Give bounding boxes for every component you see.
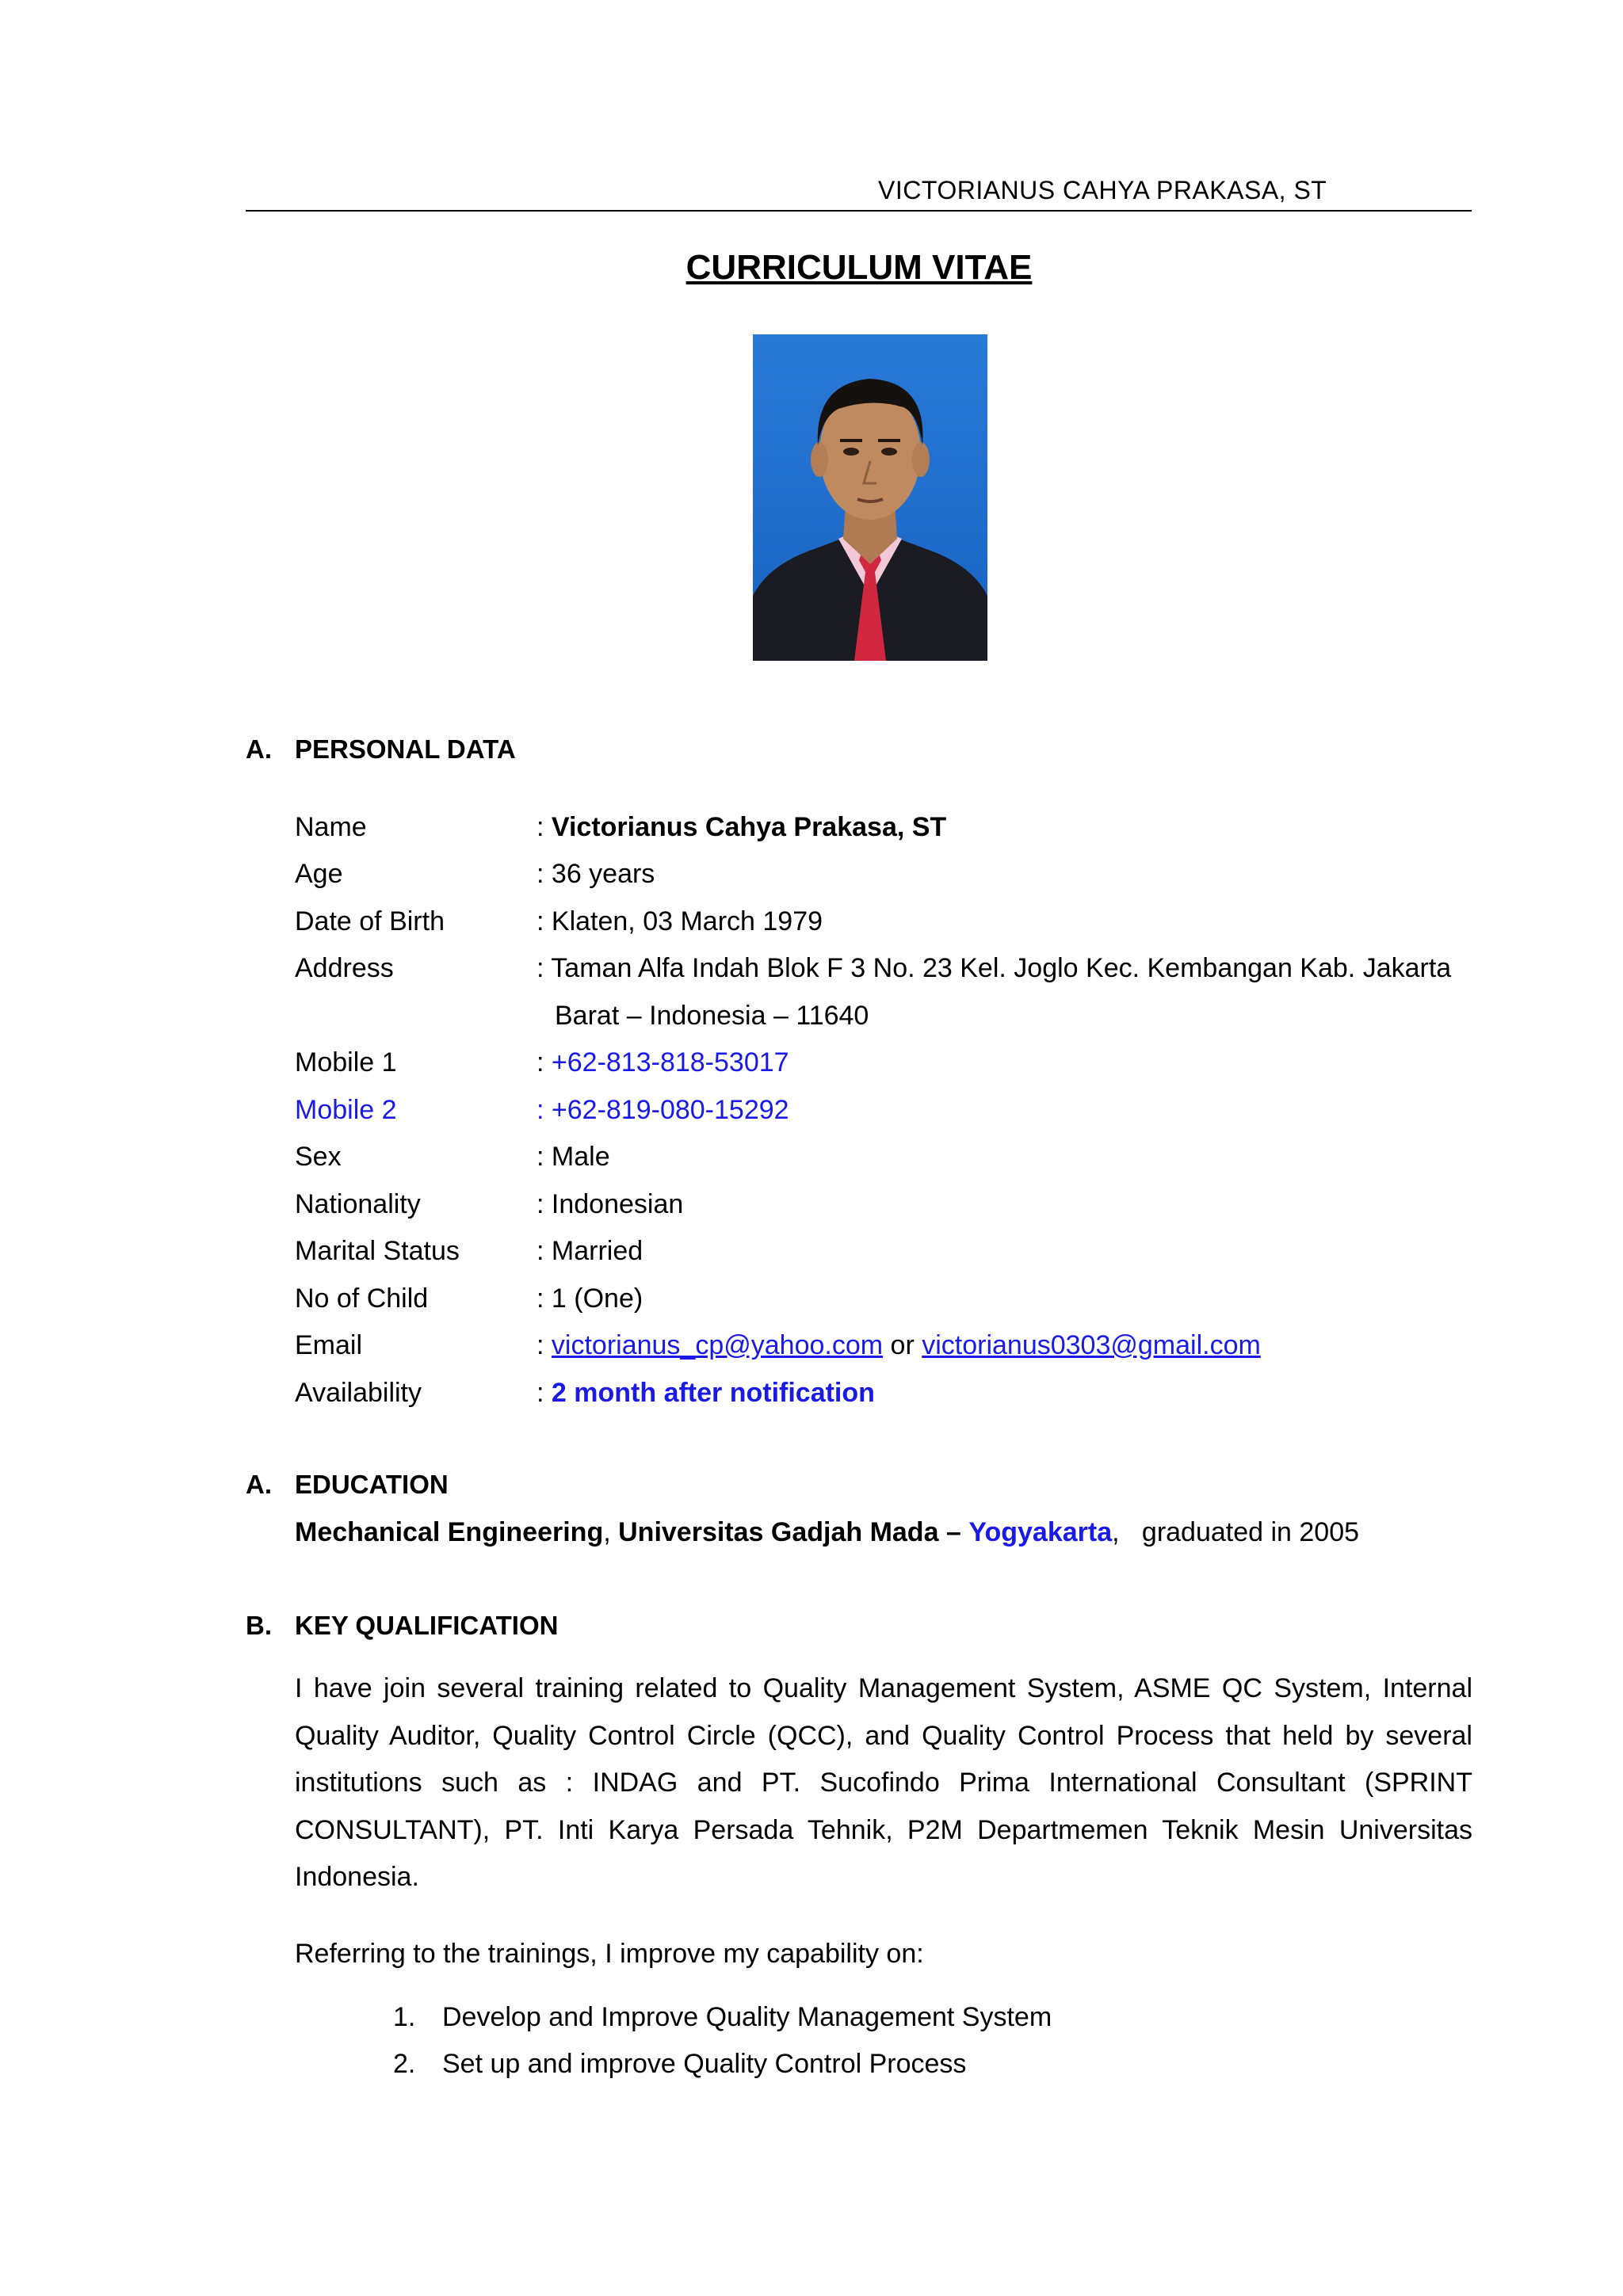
value-dob: : Klaten, 03 March 1979 (537, 906, 823, 936)
label-age: Age (295, 859, 343, 889)
section-title-personal: PERSONAL DATA (295, 734, 516, 764)
value-email: : victorianus_cp@yahoo.com or victorianus0303@gmail.com (537, 1330, 1261, 1360)
label-children: No of Child (295, 1283, 429, 1314)
value-address-line2: Barat – Indonesia – 11640 (555, 1001, 869, 1031)
education-major: Mechanical Engineering (295, 1517, 604, 1547)
value-marital: : Married (537, 1236, 643, 1266)
email-link-yahoo[interactable]: victorianus_cp@yahoo.com (551, 1330, 884, 1360)
value-name: : Victorianus Cahya Prakasa, ST (537, 812, 947, 842)
list-item: 2. (393, 2049, 416, 2079)
section-letter-education: A. (246, 1470, 272, 1499)
education-city: Yogyakarta (968, 1517, 1113, 1547)
section-letter-qualification: B. (246, 1611, 272, 1640)
label-mobile1: Mobile 1 (295, 1047, 397, 1077)
header-rule (246, 210, 1472, 212)
label-mobile2: Mobile 2 (295, 1095, 397, 1125)
list-item-text: Develop and Improve Quality Management System (442, 2002, 1052, 2032)
value-age: : 36 years (537, 859, 655, 889)
document-title: CURRICULUM VITAE (685, 248, 1033, 287)
list-item: 1. (393, 2002, 416, 2032)
label-name: Name (295, 812, 367, 842)
section-title-qualification: KEY QUALIFICATION (295, 1611, 559, 1640)
header-name: VICTORIANUS CAHYA PRAKASA, ST (878, 176, 1327, 204)
profile-photo (753, 334, 987, 661)
label-dob: Date of Birth (295, 906, 445, 936)
education-line: Mechanical Engineering, Universitas Gadjah Mada – Yogyakarta, graduated in 2005 (295, 1517, 1360, 1547)
value-mobile2[interactable]: : +62-819-080-15292 (537, 1095, 789, 1125)
email-link-gmail[interactable]: victorianus0303@gmail.com (922, 1330, 1261, 1360)
label-sex: Sex (295, 1142, 342, 1172)
qualification-intro: Referring to the trainings, I improve my capability on: (295, 1939, 924, 1969)
value-availability: : 2 month after notification (537, 1378, 875, 1408)
value-children: : 1 (One) (537, 1283, 643, 1314)
qualification-paragraph: I have join several training related to Quality Management System, ASME QC System, Internal Quality Auditor, Quality Control Circle (QCC), and Quality Control Process that held by several institutions such as : INDAG and PT. Sucofindo Prima International Consultant (SPRINT CONSULTANT), PT. Inti Karya Persada Tehnik, P2M Departmemen Teknik Mesin Universitas Indonesia. (295, 1673, 1472, 1892)
label-nationality: Nationality (295, 1189, 421, 1219)
value-sex: : Male (537, 1142, 610, 1172)
label-marital: Marital Status (295, 1236, 460, 1266)
list-item-text: Set up and improve Quality Control Process (442, 2049, 967, 2079)
section-title-education: EDUCATION (295, 1470, 449, 1499)
section-letter-personal: A. (246, 734, 272, 764)
label-address: Address (295, 953, 394, 983)
value-mobile1[interactable]: : +62-813-818-53017 (537, 1047, 789, 1077)
label-email: Email (295, 1330, 363, 1360)
label-availability: Availability (295, 1378, 422, 1408)
education-graduated: graduated in 2005 (1141, 1517, 1360, 1547)
value-nationality: : Indonesian (537, 1189, 684, 1219)
value-address-line1: : Taman Alfa Indah Blok F 3 No. 23 Kel. Joglo Kec. Kembangan Kab. Jakarta (537, 953, 1452, 983)
education-university: Universitas Gadjah Mada – (618, 1517, 961, 1547)
